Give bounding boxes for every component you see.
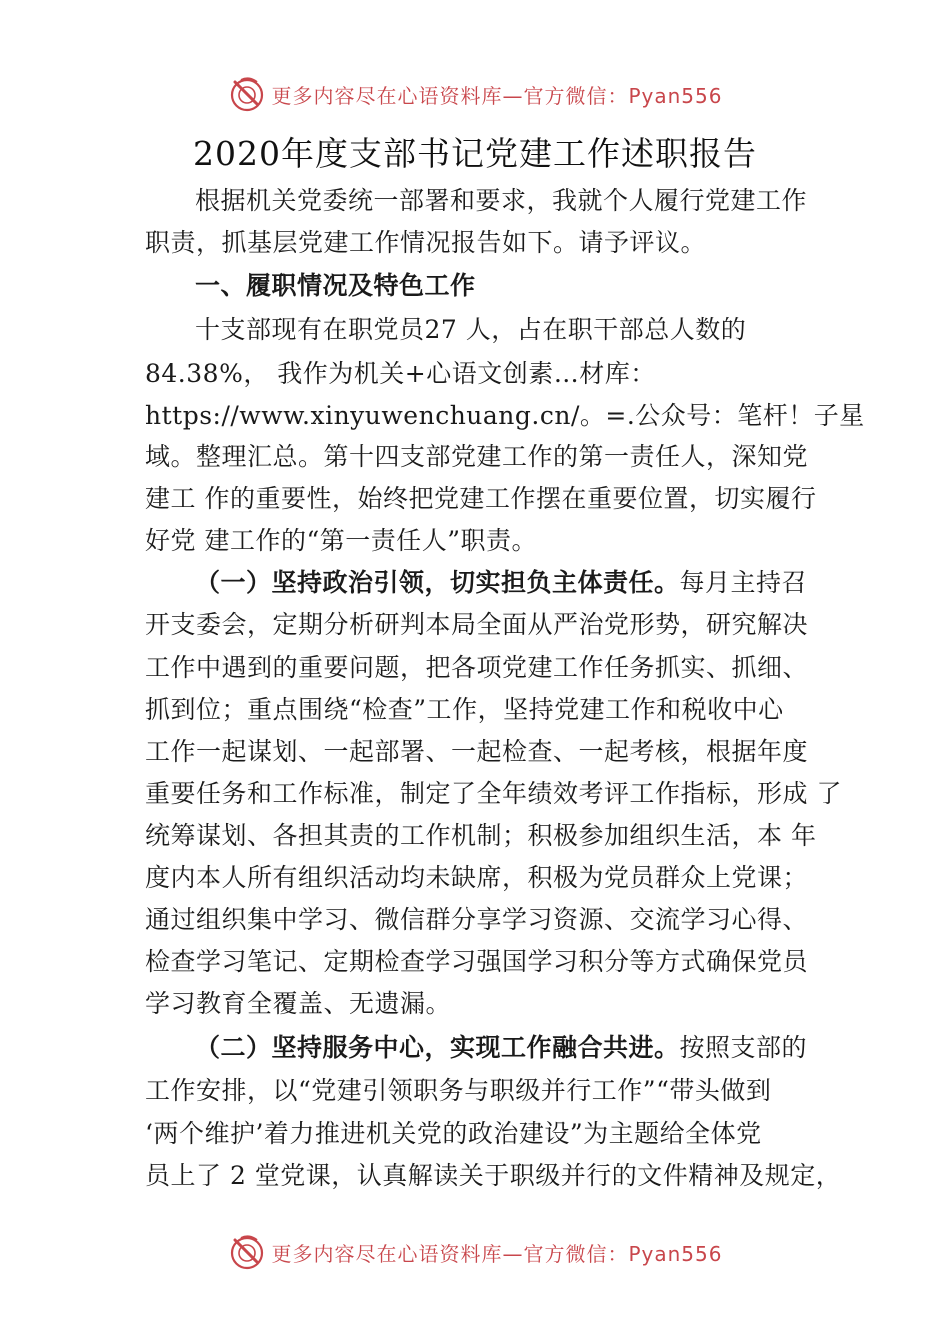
- paragraph-line: 重要任务和工作标准，制定了全年绩效考评工作指标，形成 了: [145, 779, 842, 808]
- paragraph-line: 工作安排，以“党建引领职务与职级并行工作”“带头做到: [145, 1076, 772, 1105]
- intro-line: 根据机关党委统一部署和要求，我就个人履行党建工作: [195, 186, 808, 215]
- item-first-line: [195, 1028, 835, 1068]
- paragraph-line: 建工 作的重要性，始终把党建工作摆在重要位置，切实履行: [145, 484, 817, 513]
- paragraph-line: 学习教育全覆盖、无遗漏。: [145, 989, 452, 1018]
- header-banner-text: 更多内容尽在心语资料库—官方微信：Pyan556: [271, 83, 723, 108]
- item-bold-lead: （一）坚持政治引领，切实担负主体责任。: [195, 568, 680, 597]
- paragraph-line: 检查学习笔记、定期检查学习强国学习积分等方式确保党员: [145, 947, 809, 976]
- brand-logo-icon: [227, 74, 267, 114]
- paragraph-line: 通过组织集中学习、微信群分享学习资源、交流学习心得、: [145, 905, 809, 934]
- paragraph-line: 域。整理汇总。第十四支部党建工作的第一责任人，深知党: [145, 442, 809, 471]
- item-lead-rest: 按照支部的: [679, 1033, 808, 1062]
- paragraph-line: 统筹谋划、各担其责的工作机制；积极参加组织生活，本 年: [145, 821, 817, 850]
- paragraph-line: 十支部现有在职党员27 人，占在职干部总人数的: [195, 315, 747, 344]
- paragraph-line: 员上了 2 堂党课，认真解读关于职级并行的文件精神及规定，: [145, 1161, 842, 1190]
- paragraph-line: 工作中遇到的重要问题，把各项党建工作任务抓实、抓细、: [145, 653, 809, 682]
- item-bold-lead: （二）坚持服务中心，实现工作融合共进。: [195, 1033, 680, 1062]
- paragraph-line: 工作一起谋划、一起部署、一起检查、一起考核，根据年度: [145, 737, 809, 766]
- paragraph-line: 度内本人所有组织活动均未缺席，积极为党员群众上党课；: [145, 863, 809, 892]
- paragraph-line: https://www.xinyuwenchuang.cn/。=.公众号：笔杆！子星: [145, 401, 865, 430]
- item-first-line: [195, 563, 835, 603]
- paragraph-line: 84.38%， 我作为机关+心语文创素…材库：: [145, 359, 656, 388]
- document-title: 2020年度支部书记党建工作述职报告: [193, 134, 757, 173]
- paragraph-line: 抓到位；重点围绕“检查”工作，坚持党建工作和税收中心: [145, 695, 784, 724]
- item-lead-rest: 每月主持召: [679, 568, 808, 597]
- footer-banner-text: 更多内容尽在心语资料库—官方微信：Pyan556: [271, 1241, 723, 1266]
- footer-banner: [0, 1232, 950, 1272]
- intro-line: 职责，抓基层党建工作情况报告如下。请予评议。: [145, 228, 707, 257]
- brand-logo-icon: [227, 1232, 267, 1272]
- paragraph-line: ‘两个维护’着力推进机关党的政治建设”为主题给全体党: [145, 1119, 762, 1148]
- paragraph-line: 好党 建工作的“第一责任人”职责。: [145, 526, 538, 555]
- paragraph-line: 开支委会，定期分析研判本局全面从严治党形势，研究解决: [145, 610, 809, 639]
- section-heading: 一、履职情况及特色工作: [195, 271, 476, 300]
- header-banner: [0, 74, 950, 114]
